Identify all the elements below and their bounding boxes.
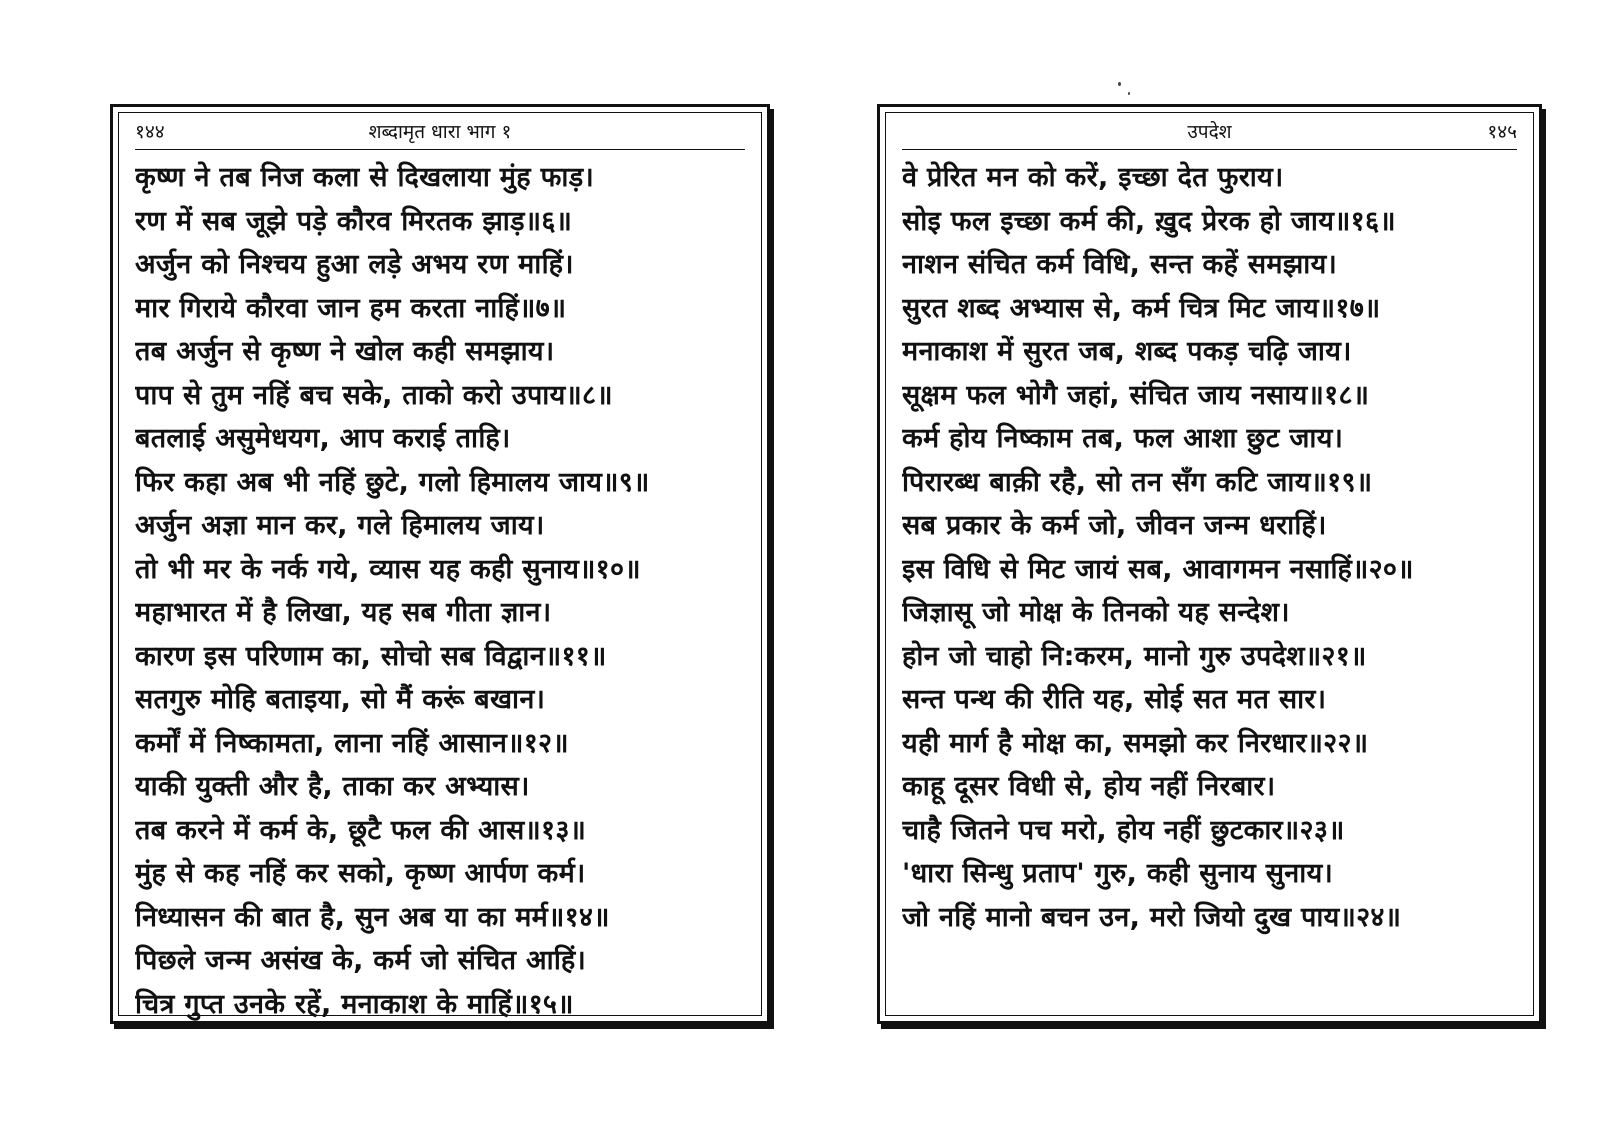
verse-line: जो नहिं मानो बचन उन, मरो जियो दुख पाय॥२४॥	[902, 901, 1402, 933]
verse-line: मुंह से कह नहिं कर सको, कृष्ण आर्पण कर्म।	[135, 858, 586, 889]
verse-line: तो भी मर के नर्क गये, व्यास यह कही सुनाय॥१०॥	[135, 553, 641, 585]
verse-line: चित्र गुप्त उनके रहें, मनाकाश के माहिं॥१५॥	[135, 988, 574, 1020]
left-running-title: शब्दामृत धारा भाग १	[368, 121, 512, 143]
left-page-header	[135, 113, 745, 150]
verse-line: मनाकाश में सुरत जब, शब्द पकड़ चढ़ि जाय।	[902, 336, 1352, 367]
right-page	[877, 104, 1542, 1024]
verse-line: सन्त पन्थ की रीति यह, सोई सत मत सार।	[902, 684, 1327, 715]
verse-line: कृष्ण ने तब निज कला से दिखलाया मुंह फाड़।	[135, 162, 594, 193]
verse-line: जिज्ञासू जो मोक्ष के तिनको यह सन्देश।	[902, 597, 1290, 628]
left-page	[110, 104, 770, 1024]
verse-line: निध्यासन की बात है, सुन अब या का मर्म॥१४॥	[135, 901, 610, 933]
verse-line: तब करने में कर्म के, छूटै फल की आस॥१३॥	[135, 814, 587, 846]
verse-line: इस विधि से मिट जायं सब, आवागमन नसाहिं॥२०॥	[902, 553, 1414, 585]
right-page-header	[902, 113, 1517, 150]
verse-line: रण में सब जूझे पड़े कौरव मिरतक झाड़॥६॥	[135, 205, 573, 237]
verse-line: महाभारत में है लिखा, यह सब गीता ज्ञान।	[135, 597, 552, 628]
verse-line: कारण इस परिणाम का, सोचो सब विद्वान॥११॥	[135, 640, 607, 672]
verse-line: कर्म होय निष्काम तब, फल आशा छुट जाय।	[902, 423, 1344, 454]
scan-speck	[1128, 92, 1130, 95]
verse-line: फिर कहा अब भी नहिं छुटे, गलो हिमालय जाय॥९॥	[135, 466, 650, 498]
verse-line: सब प्रकार के कर्म जो, जीवन जन्म धराहिं।	[902, 510, 1327, 541]
verse-line: कर्मों में निष्कामता, लाना नहिं आसान॥१२॥	[135, 727, 569, 759]
left-page-frame	[118, 112, 762, 1020]
verse-line: यही मार्ग है मोक्ष का, समझो कर निरधार॥२२॥	[902, 727, 1369, 759]
verse-line: अर्जुन को निश्चय हुआ लड़े अभय रण माहिं।	[135, 249, 574, 280]
verse-line: नाशन संचित कर्म विधि, सन्त कहें समझाय।	[902, 249, 1338, 280]
verse-line: मार गिराये कौरवा जान हम करता नाहिं॥७॥	[135, 292, 567, 324]
verse-line: सोइ फल इच्छा कर्म की, ख़ुद प्रेरक हो जाय॥१६॥	[902, 205, 1396, 237]
verse-line: होन जो चाहो नि:करम, मानो गुरु उपदेश॥२१॥	[902, 640, 1367, 672]
right-verse-list	[902, 150, 1517, 939]
left-page-number: १४४	[135, 121, 165, 143]
right-page-frame	[885, 112, 1534, 1016]
verse-line: सूक्षम फल भोगै जहां, संचित जाय नसाय॥१८॥	[902, 379, 1370, 411]
verse-line: चाहै जितने पच मरो, होय नहीं छुटकार॥२३॥	[902, 814, 1345, 846]
verse-line: याकी युक्ती और है, ताका कर अभ्यास।	[135, 771, 530, 802]
verse-line: पिरारब्ध बाक़ी रहै, सो तन सँग कटि जाय॥१९॥	[902, 466, 1373, 498]
verse-line: काहू दूसर विधी से, होय नहीं निरबार।	[902, 771, 1276, 802]
verse-line: वे प्रेरित मन को करें, इच्छा देत फुराय।	[902, 162, 1284, 193]
scan-speck	[1118, 82, 1121, 86]
verse-line: अर्जुन अज्ञा मान कर, गले हिमालय जाय।	[135, 510, 545, 541]
verse-line: तब अर्जुन से कृष्ण ने खोल कही समझाय।	[135, 336, 555, 367]
verse-line: बतलाई असुमेधयग, आप कराई ताहि।	[135, 423, 511, 454]
verse-line: पाप से तुम नहिं बच सके, ताको करो उपाय॥८॥	[135, 379, 613, 411]
right-page-number: १४५	[1487, 121, 1517, 143]
verse-line: 'धारा सिन्धु प्रताप' गुरु, कही सुनाय सुनाय।	[902, 858, 1334, 889]
verse-line: पिछले जन्म असंख के, कर्म जो संचित आहिं।	[135, 945, 587, 976]
verse-line: सुरत शब्द अभ्यास से, कर्म चित्र मिट जाय॥१७॥	[902, 292, 1381, 324]
verse-line: सतगुरु मोहि बताइया, सो मैं करूं बखान।	[135, 684, 546, 715]
left-verse-list	[135, 150, 745, 1026]
right-running-title: उपदेश	[1187, 121, 1232, 143]
